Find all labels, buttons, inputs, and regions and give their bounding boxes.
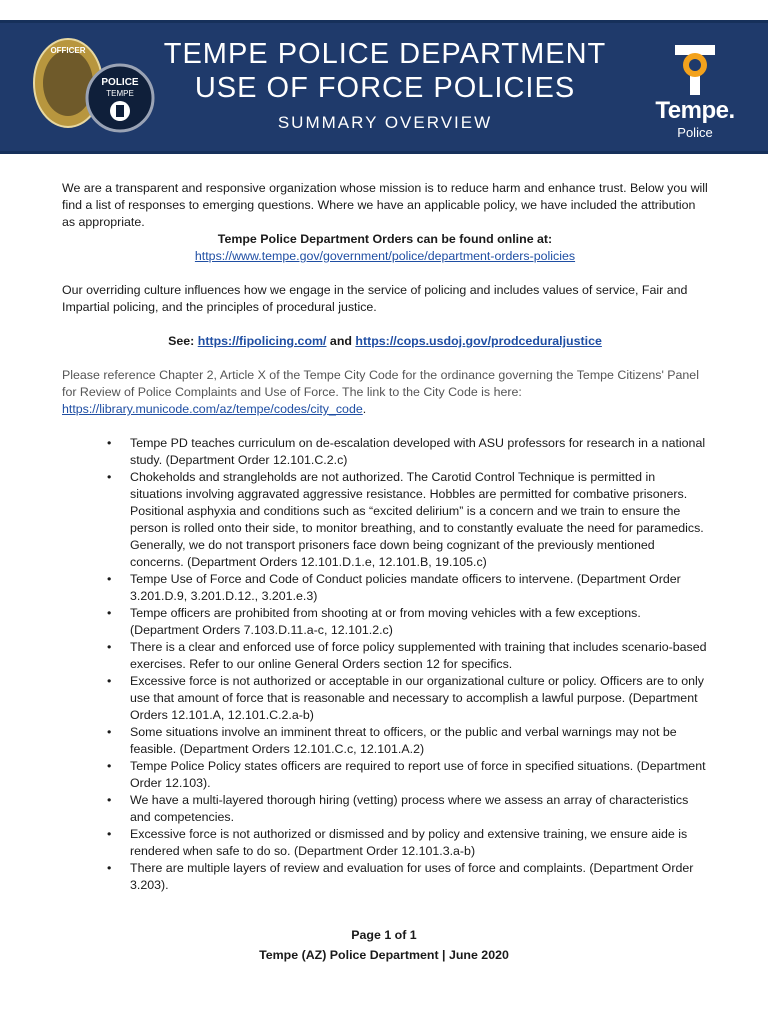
list-item	[62, 673, 708, 724]
list-item	[62, 826, 708, 860]
bullet-icon: •	[107, 759, 112, 773]
list-item-text: We have a multi-layered thorough hiring (vetting) process where we assess an array of characteristics and competencies.	[130, 793, 689, 824]
list-item	[62, 792, 708, 826]
list-item	[62, 639, 708, 673]
bullet-icon: •	[107, 572, 112, 586]
badge-officer-text: OFFICER	[50, 46, 86, 55]
list-item	[62, 758, 708, 792]
tempe-police-logo	[650, 43, 740, 143]
footer-dept-date: Tempe (AZ) Police Department | June 2020	[259, 948, 509, 962]
list-item	[62, 605, 708, 639]
policy-bullet-list	[62, 435, 708, 894]
tempe-t-icon	[650, 43, 740, 99]
bullet-icon: •	[107, 827, 112, 841]
page-title-line2: USE OF FORCE POLICIES	[194, 72, 576, 104]
list-item	[62, 435, 708, 469]
list-item-text: Some situations involve an imminent threat to officers, or the public and verbal warnings may not be feasible. (Department Orders 12.101.C.c, 12.101.A.2)	[130, 725, 677, 756]
bullet-icon: •	[107, 861, 112, 875]
culture-paragraph: Our overriding culture influences how we engage in the service of policing and includes values of service, Fair and Impartial policing, and the principles of procedural justice.	[62, 283, 688, 314]
and-label: and	[329, 334, 352, 348]
logo-word: Tempe.	[655, 97, 735, 124]
page-footer	[0, 925, 768, 965]
city-code-link[interactable]: https://library.municode.com/az/tempe/codes/city_code	[62, 402, 363, 416]
intro-paragraph: We are a transparent and responsive organization whose mission is to reduce harm and enhance trust. Below you will find a list of responses to emerging questions. Where we have an applicable policy, we have included the attribution as appropriate.	[62, 181, 708, 229]
banner-title-block	[150, 37, 620, 133]
list-item-text: Excessive force is not authorized or acceptable in our organizational culture or policy. Officers are to only use that amount of force that is reasonable and necessary to accomplish a lawful purpose. (Department Orders 12.101.A, 12.101.C.2.a-b)	[130, 674, 704, 722]
badge-police-text: POLICE	[101, 77, 139, 88]
procedural-justice-link[interactable]: https://cops.usdoj.gov/prodceduraljustice	[355, 334, 602, 348]
list-item	[62, 469, 708, 571]
see-label: See:	[168, 334, 195, 348]
fipolicing-link[interactable]: https://fipolicing.com/	[197, 334, 327, 348]
header-banner	[0, 20, 768, 154]
bullet-icon: •	[107, 725, 112, 739]
police-badges-emblem	[28, 33, 158, 148]
bullet-icon: •	[107, 793, 112, 807]
bullet-icon: •	[107, 470, 112, 484]
list-item-text: There are multiple layers of review and evaluation for uses of force and complaints. (Department Order 3.203).	[130, 861, 694, 892]
document-body	[62, 180, 708, 894]
page-title-line1: TEMPE POLICE DEPARTMENT	[163, 38, 607, 70]
city-code-period: .	[362, 402, 367, 416]
orders-heading: Tempe Police Department Orders can be found online at:	[217, 232, 553, 246]
list-item-text: Tempe Police Policy states officers are required to report use of force in specified situations. (Department Order 12.103).	[130, 759, 706, 790]
see-links-line	[62, 333, 708, 350]
list-item-text: There is a clear and enforced use of force policy supplemented with training that includes scenario-based exercises. Refer to our online General Orders section 12 for specifics.	[130, 640, 707, 671]
list-item	[62, 571, 708, 605]
list-item-text: Tempe PD teaches curriculum on de-escalation developed with ASU professors for research in a national study. (Department Order 12.101.C.2.c)	[130, 436, 706, 467]
orders-link[interactable]: https://www.tempe.gov/government/police/department-orders-policies	[194, 249, 576, 263]
list-item-text: Tempe Use of Force and Code of Conduct policies mandate officers to intervene. (Department Order 3.201.D.9, 3.201.D.12., 3.201.e.3)	[130, 572, 681, 603]
bullet-icon: •	[107, 436, 112, 450]
list-item	[62, 724, 708, 758]
list-item-text: Excessive force is not authorized or dismissed and by policy and extensive training, we ensure aide is rendered when safe to do so. (Department Order 12.101.3.a-b)	[130, 827, 688, 858]
list-item	[62, 860, 708, 894]
page-subtitle: SUMMARY OVERVIEW	[277, 113, 493, 132]
city-code-paragraph: Please reference Chapter 2, Article X of the Tempe City Code for the ordinance governing the Tempe Citizens' Panel for Review of Police Complaints and Use of Force. The link to the City Code is here:	[62, 368, 699, 399]
page-number: Page 1 of 1	[351, 928, 417, 942]
bullet-icon: •	[107, 640, 112, 654]
bullet-icon: •	[107, 674, 112, 688]
list-item-text: Tempe officers are prohibited from shooting at or from moving vehicles with a few exceptions. (Department Orders 7.103.D.11.a-c, 12.101.2.c)	[130, 606, 641, 637]
logo-subtitle: Police	[677, 125, 713, 140]
bullet-icon: •	[107, 606, 112, 620]
list-item-text: Chokeholds and strangleholds are not authorized. The Carotid Control Technique is permitted in situations involving aggravated aggressive resistance. Hobbles are permitted for combative prisoners. Positional asphyxia and conditions such as “excited delirium” is a concern and we train to ensure the person is rolled onto their side, to monitor breathing, and to constantly evaluate the need for paramedics. Generally, we do not transport prisoners face down being cognizant of the previously mentioned concerns. (Department Orders 12.101.D.1.e, 12.101.B, 19.105.c)	[130, 470, 704, 569]
badge-tempe-text: TEMPE	[106, 89, 134, 98]
